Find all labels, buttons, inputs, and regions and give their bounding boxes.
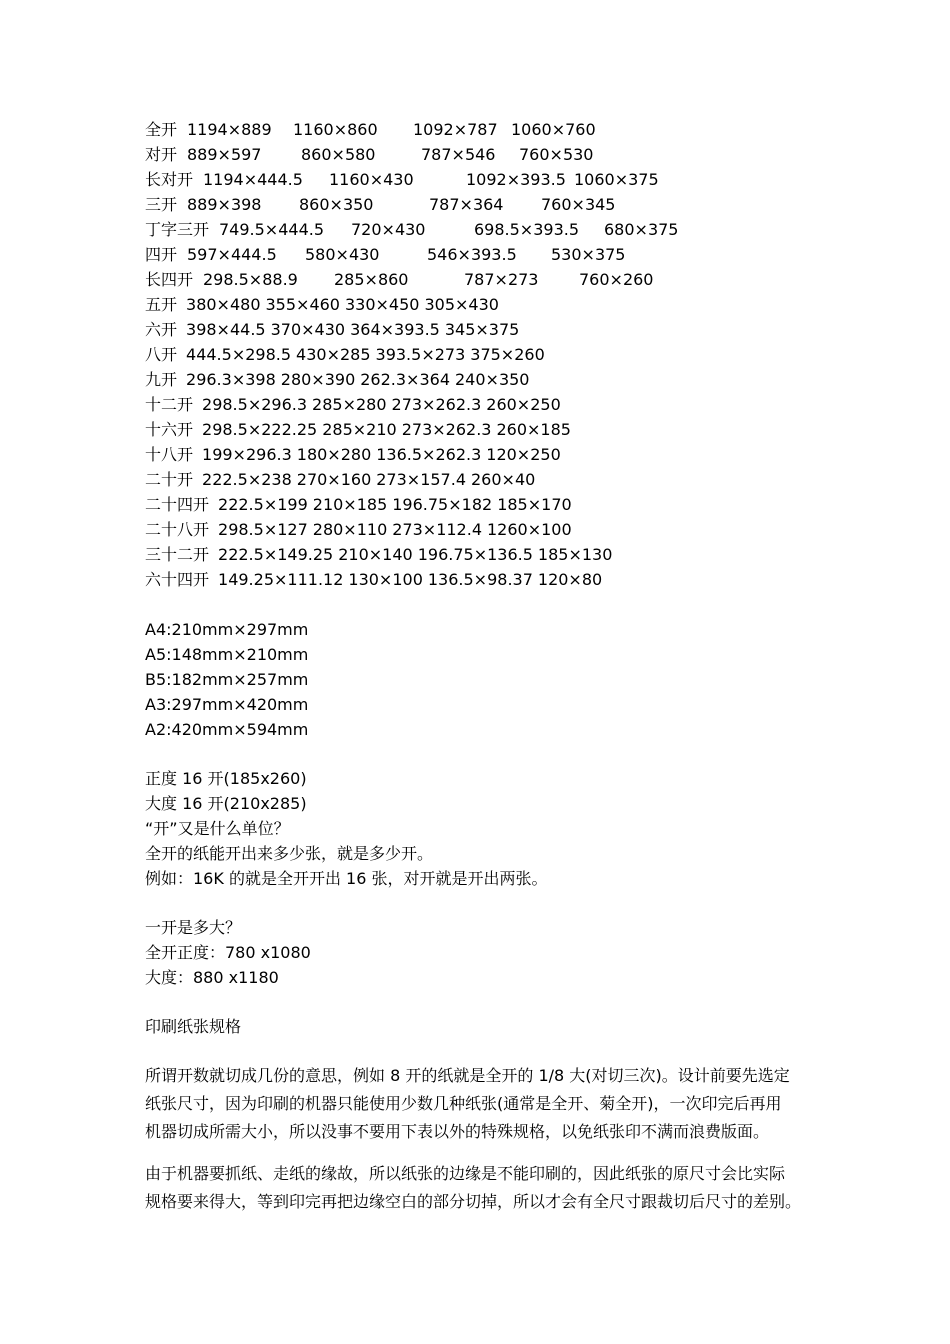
size-name: 六十四开 xyxy=(145,570,210,589)
size-value: 305×430 xyxy=(424,295,499,314)
size-value: 185×170 xyxy=(497,495,572,514)
size-value: 597×444.5 xyxy=(187,245,277,264)
size-value: 260×185 xyxy=(496,420,571,439)
size-name: 十六开 xyxy=(145,420,194,439)
size-value: 430×285 xyxy=(296,345,371,364)
size-value: 760×260 xyxy=(579,270,654,289)
size-value: 330×450 xyxy=(344,295,420,314)
size-value: 280×110 xyxy=(312,520,388,539)
size-row xyxy=(145,392,678,417)
size-value: 1260×100 xyxy=(487,520,572,539)
a-size-line: A2:420mm×594mm xyxy=(145,720,309,739)
size-row xyxy=(145,117,678,142)
size-row xyxy=(145,442,678,467)
text-line: “开”又是什么单位？ xyxy=(145,819,290,838)
size-value: 444.5×298.5 xyxy=(186,345,292,364)
paragraph-line: 纸张尺寸，因为印刷的机器只能使用少数几种纸张(通常是全开、菊全开)，一次印完后再用 xyxy=(145,1094,782,1113)
text-line: 正度 16 开(185x260) xyxy=(145,769,307,788)
size-value: 130×100 xyxy=(348,570,423,589)
paragraph-line: 所谓开数就切成几份的意思，例如 8 开的纸就是全开的 1/8 大(对切三次)。设计前要先选定 xyxy=(145,1066,790,1085)
paragraph-line: 由于机器要抓纸、走纸的缘故，所以纸张的边缘是不能印刷的，因此纸张的原尺寸会比实际 xyxy=(145,1164,786,1183)
size-value: 787×546 xyxy=(421,145,496,164)
size-value: 355×460 xyxy=(265,295,340,314)
size-row xyxy=(145,192,678,217)
size-value: 285×210 xyxy=(322,420,397,439)
size-value: 698.5×393.5 xyxy=(474,220,580,239)
size-value: 720×430 xyxy=(351,220,426,239)
size-value: 393.5×273 xyxy=(375,345,466,364)
size-value: 680×375 xyxy=(604,220,679,239)
size-name: 九开 xyxy=(145,370,178,389)
size-row xyxy=(145,367,678,392)
size-value: 240×350 xyxy=(455,370,530,389)
size-value: 149.25×111.12 xyxy=(218,570,344,589)
size-name: 全开 xyxy=(145,120,178,139)
section-heading xyxy=(145,1014,241,1039)
size-value: 370×430 xyxy=(270,320,346,339)
size-row xyxy=(145,292,678,317)
paper-size-table xyxy=(145,117,678,592)
size-name: 十八开 xyxy=(145,445,194,464)
size-name: 八开 xyxy=(145,345,178,364)
size-name: 长四开 xyxy=(145,270,194,289)
size-name: 三十二开 xyxy=(145,545,210,564)
size-value: 273×112.4 xyxy=(392,520,482,539)
size-name: 四开 xyxy=(145,245,178,264)
a-size-line: A5:148mm×210mm xyxy=(145,645,309,664)
size-value: 298.5×296.3 xyxy=(202,395,308,414)
size-name: 十二开 xyxy=(145,395,194,414)
paragraph-paper-margin xyxy=(145,1160,810,1216)
size-value: 273×157.4 xyxy=(376,470,466,489)
size-value: 296.3×398 xyxy=(186,370,276,389)
size-value: 1160×430 xyxy=(329,170,414,189)
size-name: 二十四开 xyxy=(145,495,210,514)
paragraph-kai-meaning xyxy=(145,1062,810,1146)
size-row xyxy=(145,417,678,442)
size-row xyxy=(145,492,678,517)
text-line: 大度 16 开(210x285) xyxy=(145,794,307,813)
size-value: 298.5×88.9 xyxy=(203,270,298,289)
size-value: 262.3×364 xyxy=(360,370,450,389)
size-value: 260×250 xyxy=(486,395,561,414)
a-size-line: A3:297mm×420mm xyxy=(145,695,309,714)
size-value: 345×375 xyxy=(444,320,520,339)
size-row xyxy=(145,142,678,167)
size-value: 199×296.3 xyxy=(202,445,292,464)
text-line: 大度：880 x1180 xyxy=(145,968,279,987)
size-row xyxy=(145,517,678,542)
text-line: 例如：16K 的就是全开开出 16 张，对开就是开出两张。 xyxy=(145,869,548,888)
size-value: 580×430 xyxy=(305,245,380,264)
size-value: 546×393.5 xyxy=(427,245,517,264)
size-value: 222.5×149.25 xyxy=(218,545,334,564)
size-value: 285×280 xyxy=(312,395,387,414)
size-row xyxy=(145,167,678,192)
size-name: 六开 xyxy=(145,320,178,339)
size-value: 298.5×127 xyxy=(218,520,308,539)
size-value: 398×44.5 xyxy=(186,320,266,339)
size-value: 210×185 xyxy=(312,495,388,514)
size-value: 180×280 xyxy=(296,445,372,464)
paragraph-line: 机器切成所需大小，所以没事不要用下表以外的特殊规格，以免纸张印不满而浪费版面。 xyxy=(145,1122,770,1141)
size-name: 长对开 xyxy=(145,170,194,189)
size-value: 196.75×182 xyxy=(392,495,493,514)
size-value: 196.75×136.5 xyxy=(417,545,533,564)
text-line: 全开的纸能开出来多少张，就是多少开。 xyxy=(145,844,434,863)
size-value: 120×250 xyxy=(486,445,561,464)
size-row xyxy=(145,317,678,342)
text-line: 一开是多大？ xyxy=(145,918,242,937)
size-row xyxy=(145,242,678,267)
size-value: 1060×375 xyxy=(574,170,659,189)
size-value: 1092×787 xyxy=(413,120,498,139)
size-row xyxy=(145,567,678,592)
kai-explanation xyxy=(145,766,547,891)
size-value: 120×80 xyxy=(537,570,603,589)
size-value: 136.5×98.37 xyxy=(427,570,533,589)
size-value: 860×580 xyxy=(301,145,376,164)
size-value: 285×860 xyxy=(334,270,409,289)
size-value: 530×375 xyxy=(551,245,626,264)
size-name: 五开 xyxy=(145,295,178,314)
size-value: 260×40 xyxy=(471,470,536,489)
size-row xyxy=(145,217,678,242)
a-size-line: A4:210mm×297mm xyxy=(145,620,309,639)
a-size-line: B5:182mm×257mm xyxy=(145,670,309,689)
size-value: 1194×889 xyxy=(187,120,272,139)
size-name: 三开 xyxy=(145,195,178,214)
size-value: 760×530 xyxy=(519,145,594,164)
paragraph-line: 规格要来得大，等到印完再把边缘空白的部分切掉，所以才会有全尺寸跟裁切后尺寸的差别。 xyxy=(145,1192,802,1211)
size-value: 1194×444.5 xyxy=(203,170,303,189)
size-value: 273×262.3 xyxy=(401,420,492,439)
size-value: 1092×393.5 xyxy=(466,170,566,189)
size-value: 280×390 xyxy=(280,370,356,389)
size-value: 860×350 xyxy=(299,195,374,214)
size-name: 丁字三开 xyxy=(145,220,210,239)
size-row xyxy=(145,542,678,567)
full-sheet-size xyxy=(145,915,311,990)
size-value: 273×262.3 xyxy=(391,395,482,414)
size-value: 364×393.5 xyxy=(350,320,440,339)
size-value: 889×398 xyxy=(187,195,262,214)
size-value: 749.5×444.5 xyxy=(219,220,325,239)
size-row xyxy=(145,267,678,292)
size-value: 787×364 xyxy=(429,195,504,214)
size-name: 对开 xyxy=(145,145,178,164)
size-name: 二十八开 xyxy=(145,520,210,539)
size-value: 787×273 xyxy=(464,270,539,289)
size-value: 760×345 xyxy=(541,195,616,214)
size-value: 375×260 xyxy=(470,345,545,364)
size-value: 270×160 xyxy=(296,470,372,489)
size-value: 1060×760 xyxy=(511,120,596,139)
size-value: 889×597 xyxy=(187,145,262,164)
size-value: 185×130 xyxy=(537,545,613,564)
size-row xyxy=(145,342,678,367)
a-size-list xyxy=(145,617,308,742)
size-value: 222.5×238 xyxy=(202,470,292,489)
text-line: 全开正度：780 x1080 xyxy=(145,943,311,962)
size-name: 二十开 xyxy=(145,470,194,489)
heading-text: 印刷纸张规格 xyxy=(145,1017,242,1036)
size-value: 136.5×262.3 xyxy=(376,445,482,464)
size-value: 222.5×199 xyxy=(218,495,308,514)
size-value: 380×480 xyxy=(186,295,261,314)
size-value: 1160×860 xyxy=(293,120,378,139)
size-value: 210×140 xyxy=(338,545,413,564)
size-row xyxy=(145,467,678,492)
size-value: 298.5×222.25 xyxy=(202,420,318,439)
